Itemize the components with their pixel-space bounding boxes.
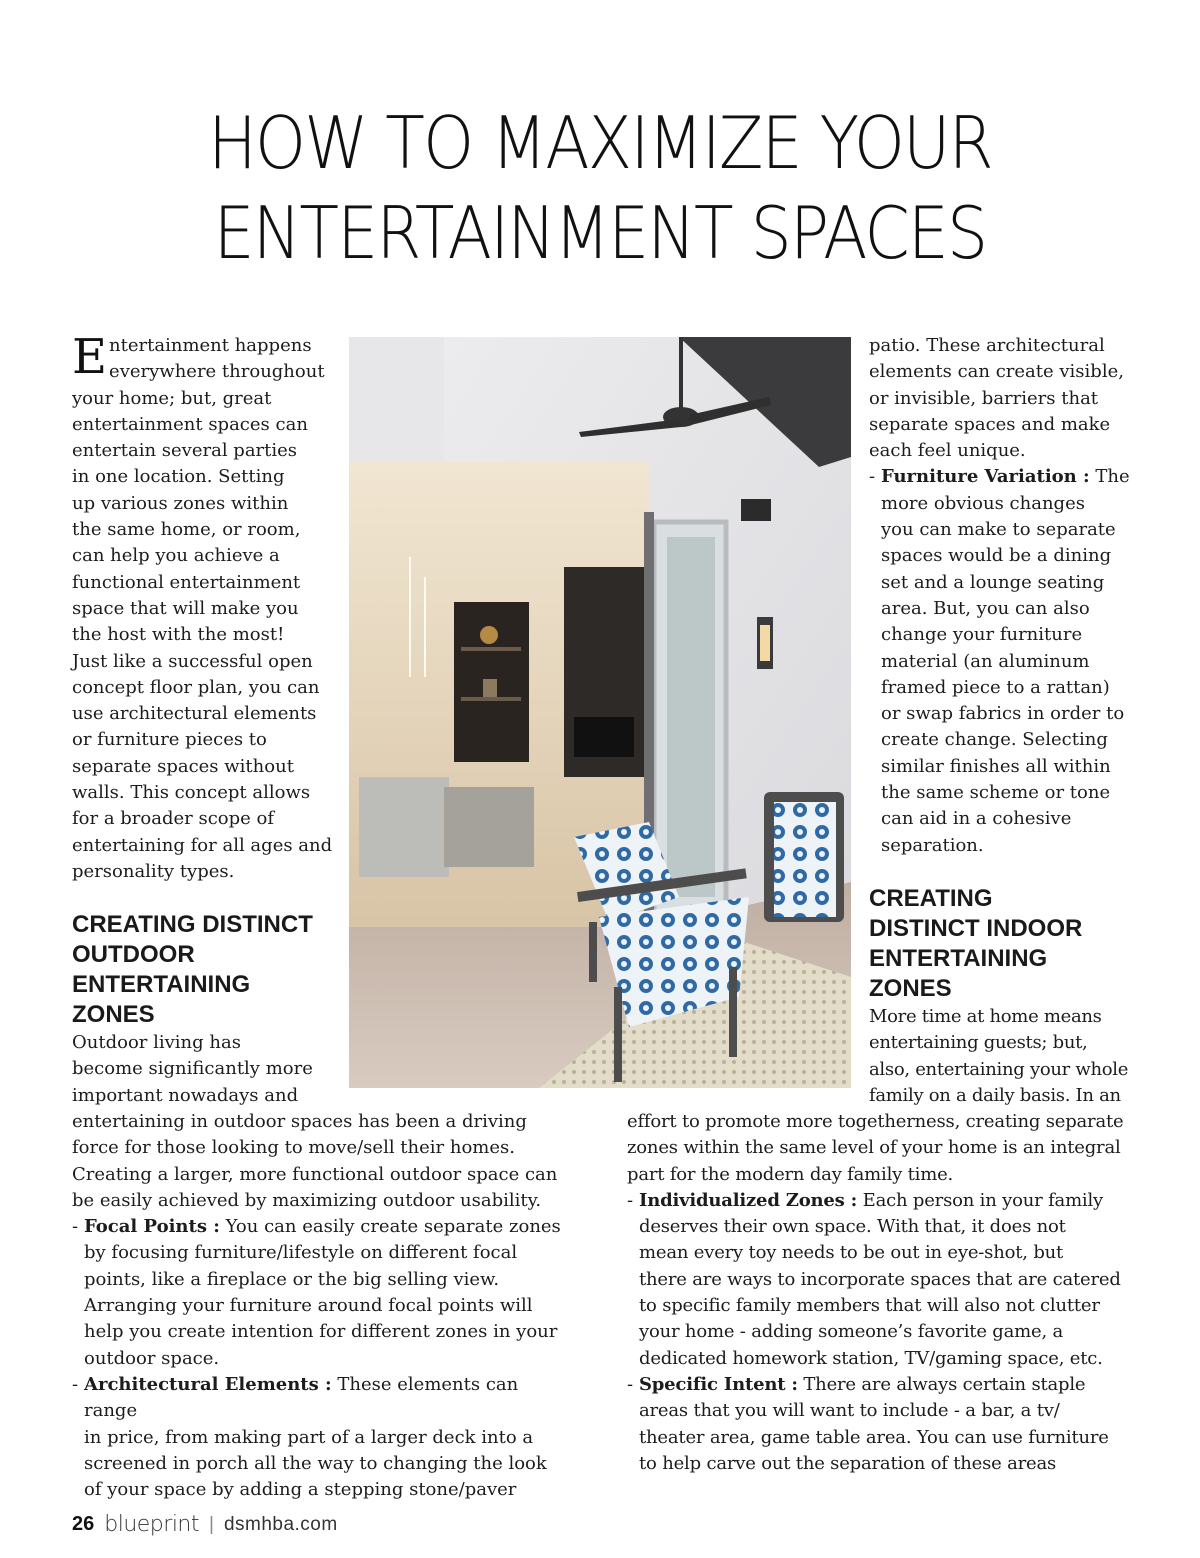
intro-line: Just like a successful open (72, 650, 313, 672)
body-line: Arranging your furniture around focal points will (84, 1295, 533, 1317)
body-line: your home - adding someone’s favorite game, a (639, 1321, 1064, 1343)
body-line: to specific family members that will also not clutter (639, 1295, 1100, 1317)
body-line: you can make to separate (881, 519, 1116, 541)
indoor-intro-narrow (869, 1004, 1149, 1109)
bullet-label: Architectural Elements : (84, 1373, 332, 1395)
heading-line: CREATING (869, 885, 993, 912)
body-line: by focusing furniture/lifestyle on different focal (84, 1242, 518, 1264)
intro-line: space that will make you (72, 597, 299, 619)
intro-line: everywhere throughout (109, 361, 325, 383)
page-footer (72, 1512, 338, 1537)
body-line: be easily achieved by maximizing outdoor usability. (72, 1189, 542, 1211)
website-url: dsmhba.com (223, 1513, 338, 1535)
heading-line: ZONES (72, 1001, 155, 1028)
body-line: screened in porch all the way to changing the look (84, 1452, 547, 1474)
indoor-section-heading (869, 884, 1149, 1004)
intro-line: or furniture pieces to (72, 729, 267, 751)
body-line: dedicated homework station, TV/gaming space, etc. (639, 1347, 1103, 1369)
body-line: of your space by adding a stepping stone/paver (84, 1479, 517, 1501)
body-line: become significantly more (72, 1058, 313, 1080)
body-line: Creating a larger, more functional outdoor space can (72, 1163, 558, 1185)
body-line: or invisible, barriers that (869, 387, 1099, 409)
bullet-specific-intent (627, 1372, 1132, 1477)
bullet-dash: - (627, 1189, 633, 1211)
outdoor-intro-narrow (72, 1030, 342, 1109)
right-column-continued (869, 333, 1144, 859)
body-line: set and a lounge seating (881, 571, 1105, 593)
intro-line: personality types. (72, 860, 235, 882)
bullet-dash: - (869, 466, 876, 488)
intro-line: for a broader scope of (72, 808, 275, 830)
intro-line: your home; but, great (72, 387, 272, 409)
bullet-label: Individualized Zones : (639, 1189, 858, 1211)
bullet-label: Focal Points : (84, 1216, 220, 1238)
body-line: entertaining in outdoor spaces has been a driving (72, 1111, 527, 1132)
body-line: also, entertaining your whole (869, 1058, 1129, 1080)
body-line: similar finishes all within (881, 755, 1111, 777)
article-title-line-1: HOW TO MAXIMIZE YOUR (208, 101, 992, 185)
body-line: there are ways to incorporate spaces that are catered (639, 1268, 1121, 1290)
body-line: effort to promote more togetherness, creating separate (627, 1111, 1124, 1132)
patio-photo (349, 337, 851, 1088)
body-line: zones within the same level of your home is an integral (627, 1137, 1121, 1159)
body-line: areas that you will want to include - a bar, a tv/ (639, 1400, 1060, 1422)
intro-line: use architectural elements (72, 703, 317, 725)
body-line: patio. These architectural (869, 335, 1105, 356)
bullet-label: Specific Intent : (639, 1373, 798, 1395)
body-line: spaces would be a dining (881, 545, 1112, 567)
intro-line: separate spaces without (72, 755, 294, 777)
heading-line: CREATING DISTINCT (72, 911, 313, 938)
intro-line: entertainment spaces can (72, 413, 308, 435)
body-line: mean every toy needs to be out in eye-shot, but (639, 1242, 1064, 1264)
outdoor-body-wide (72, 1109, 572, 1503)
body-line: material (an aluminum (881, 650, 1090, 672)
intro-line: entertaining for all ages and (72, 834, 333, 856)
intro-paragraph (72, 329, 342, 885)
heading-line: DISTINCT INDOOR (869, 915, 1083, 942)
intro-line: entertain several parties (72, 440, 298, 462)
heading-line: ZONES (869, 975, 952, 1002)
body-line: part for the modern day family time. (627, 1163, 954, 1185)
body-line: important nowadays and (72, 1084, 299, 1106)
intro-line: the host with the most! (72, 624, 285, 646)
body-line: theater area, game table area. You can use furniture (639, 1426, 1109, 1448)
article-title-line-2: ENTERTAINMENT SPACES (213, 191, 987, 275)
body-line: in price, from making part of a larger deck into a (84, 1426, 534, 1448)
outdoor-section-heading (72, 910, 342, 1030)
heading-line: ENTERTAINING (72, 971, 251, 998)
body-line: entertaining guests; but, (869, 1032, 1088, 1054)
heading-line: ENTERTAINING (869, 945, 1048, 972)
body-line: more obvious changes (881, 492, 1085, 514)
body-line: separate spaces and make (869, 413, 1111, 435)
body-line: separation. (881, 834, 984, 856)
body-line: help you create intention for different zones in your (84, 1321, 558, 1343)
heading-line: OUTDOOR (72, 941, 195, 968)
body-line: These elements can range (84, 1373, 519, 1422)
intro-line: up various zones within (72, 492, 289, 514)
body-line: The (1095, 466, 1130, 488)
bullet-label: Furniture Variation : (881, 466, 1090, 488)
intro-line: walls. This concept allows (72, 782, 311, 804)
bullet-architectural-elements (72, 1372, 572, 1503)
body-line: or swap fabrics in order to (881, 703, 1125, 725)
intro-line: functional entertainment (72, 571, 301, 593)
body-line: force for those looking to move/sell their homes. (72, 1137, 515, 1159)
body-line: each feel unique. (869, 440, 1026, 462)
drop-cap: E (72, 329, 108, 385)
intro-line: can help you achieve a (72, 545, 280, 567)
body-line: create change. Selecting (881, 729, 1108, 751)
intro-line: concept floor plan, you can (72, 676, 320, 698)
body-line: There are always certain staple (803, 1373, 1086, 1395)
body-line: Each person in your family (862, 1189, 1104, 1211)
body-line: deserves their own space. With that, it does not (639, 1216, 1066, 1238)
body-line: Outdoor living has (72, 1032, 241, 1053)
intro-line: the same home, or room, (72, 519, 301, 541)
bullet-dash: - (72, 1216, 79, 1238)
bullet-focal-points (72, 1214, 572, 1372)
body-line: outdoor space. (84, 1347, 220, 1369)
page-number: 26 (72, 1513, 95, 1535)
intro-line: ntertainment happens (109, 335, 312, 356)
bullet-furniture-variation (869, 464, 1144, 858)
body-line: family on a daily basis. In an (869, 1084, 1121, 1106)
body-line: points, like a fireplace or the big selling view. (84, 1268, 500, 1290)
body-line: the same scheme or tone (881, 782, 1111, 804)
bullet-dash: - (72, 1373, 79, 1395)
body-line: to help carve out the separation of these areas (639, 1452, 1057, 1474)
bullet-individualized-zones (627, 1188, 1132, 1372)
body-line: can aid in a cohesive (881, 808, 1072, 830)
body-line: elements can create visible, (869, 361, 1124, 383)
intro-line: in one location. Setting (72, 466, 285, 488)
footer-separator: | (209, 1513, 214, 1535)
magazine-logo: blueprint (104, 1512, 199, 1537)
indoor-body-wide (627, 1109, 1132, 1477)
body-line: area. But, you can also (881, 597, 1090, 619)
body-line: More time at home means (869, 1006, 1102, 1027)
body-line: change your furniture (881, 624, 1083, 646)
bullet-dash: - (627, 1373, 633, 1395)
body-line: framed piece to a rattan) (881, 676, 1110, 698)
body-line: You can easily create separate zones (225, 1216, 561, 1238)
